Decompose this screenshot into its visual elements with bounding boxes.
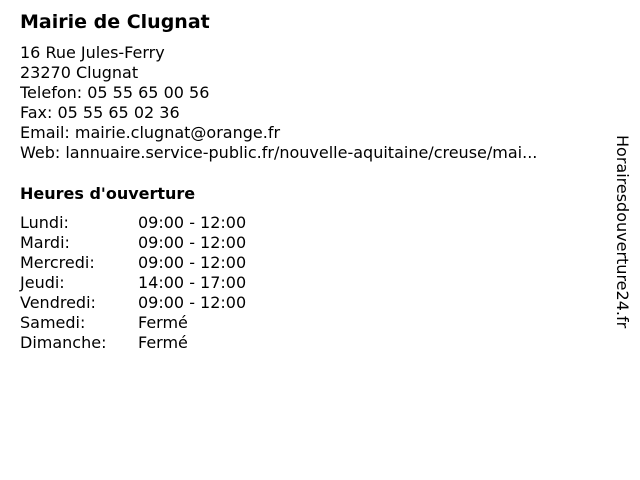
site-watermark: Horairesdouverture24.fr <box>613 135 632 329</box>
hours-row-sunday <box>20 333 246 353</box>
fax-number: Fax: 05 55 65 02 36 <box>20 103 180 122</box>
day-label: Mardi: <box>20 233 70 252</box>
postal-city: 23270 Clugnat <box>20 63 139 82</box>
day-hours: 09:00 - 12:00 <box>138 293 247 312</box>
day-hours: 09:00 - 12:00 <box>138 213 247 232</box>
day-hours: Fermé <box>138 333 188 352</box>
hours-row-monday <box>20 213 246 233</box>
opening-hours-list <box>20 213 246 353</box>
day-label: Jeudi: <box>20 273 65 292</box>
contact-block <box>20 43 600 163</box>
hours-row-thursday <box>20 273 246 293</box>
day-label: Mercredi: <box>20 253 95 272</box>
website-link[interactable]: Web: lannuaire.service-public.fr/nouvelle-aquitaine/creuse/mai... <box>20 143 538 162</box>
day-label: Dimanche: <box>20 333 107 352</box>
phone-number[interactable]: Telefon: 05 55 65 00 56 <box>20 83 210 102</box>
hours-row-saturday <box>20 313 246 333</box>
day-label: Lundi: <box>20 213 69 232</box>
email-address[interactable]: Email: mairie.clugnat@orange.fr <box>20 123 281 142</box>
opening-hours-heading: Heures d'ouverture <box>20 184 196 203</box>
day-hours: Fermé <box>138 313 188 332</box>
page-title: Mairie de Clugnat <box>20 11 210 33</box>
hours-row-wednesday <box>20 253 246 273</box>
street-address: 16 Rue Jules-Ferry <box>20 43 165 62</box>
day-hours: 14:00 - 17:00 <box>138 273 247 292</box>
hours-row-friday <box>20 293 246 313</box>
day-hours: 09:00 - 12:00 <box>138 233 247 252</box>
day-hours: 09:00 - 12:00 <box>138 253 247 272</box>
day-label: Vendredi: <box>20 293 96 312</box>
hours-row-tuesday <box>20 233 246 253</box>
day-label: Samedi: <box>20 313 86 332</box>
